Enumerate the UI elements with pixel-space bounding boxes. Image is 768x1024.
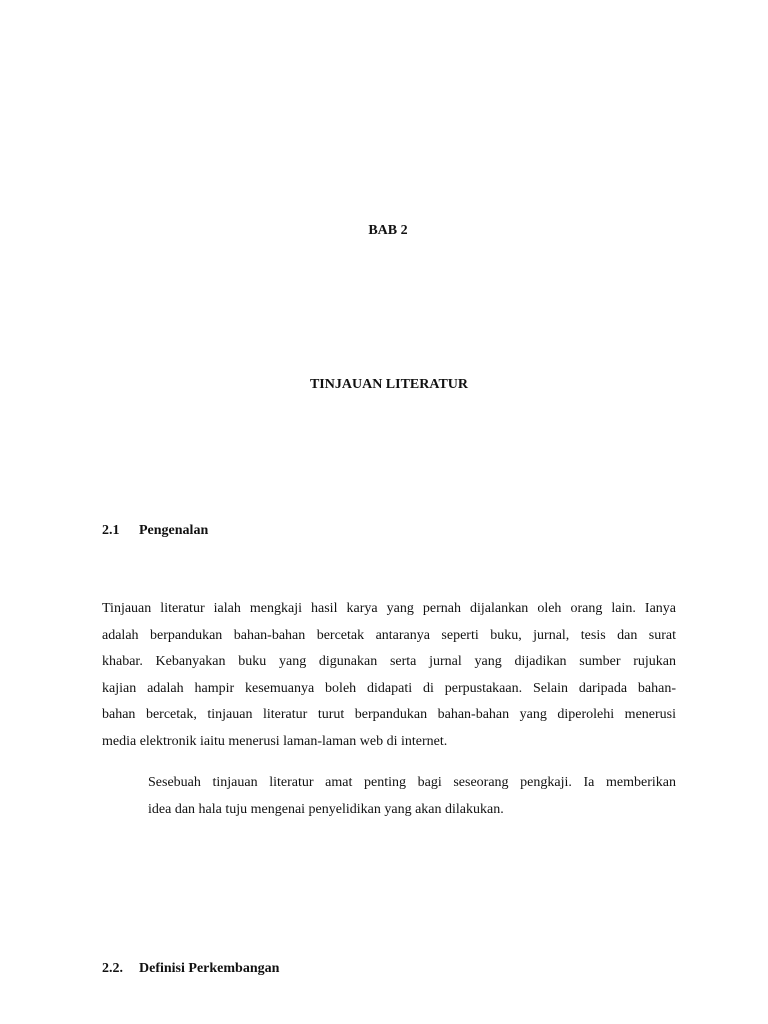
section-heading-pengenalan (102, 522, 208, 540)
paragraph-line: Sesebuah tinjauan literatur amat penting bagi seseorang pengkaji. Ia memberikan (148, 775, 676, 790)
chapter-title: TINJAUAN LITERATUR (309, 377, 469, 392)
section-number: 2.1 (102, 523, 120, 538)
section-title: Definisi Perkembangan (139, 961, 280, 976)
paragraph-importance (102, 770, 676, 823)
paragraph-line: idea dan hala tuju mengenai penyelidikan yang akan dilakukan. (148, 801, 504, 817)
paragraph-line: adalah berpandukan bahan-bahan bercetak antaranya seperti buku, jurnal, tesis dan surat (102, 627, 676, 643)
paragraph-line: khabar. Kebanyakan buku yang digunakan serta jurnal yang dijadikan sumber rujukan (102, 654, 676, 670)
section-title: Pengenalan (139, 523, 209, 538)
paragraph-intro (102, 596, 676, 756)
paragraph-line: media elektronik iaitu menerusi laman-laman web di internet. (102, 733, 448, 749)
paragraph-line: bahan bercetak, tinjauan literatur turut berpandukan bahan-bahan yang diperolehi menerusi (102, 707, 676, 723)
paragraph-line: kajian adalah hampir kesemuanya boleh didapati di perpustakaan. Selain daripada bahan- (102, 680, 676, 696)
section-heading-definisi (102, 960, 279, 978)
section-number: 2.2. (102, 961, 123, 976)
paragraph-line: Tinjauan literatur ialah mengkaji hasil karya yang pernah dijalankan oleh orang lain. Ianya (102, 601, 676, 616)
chapter-number: BAB 2 (368, 223, 408, 238)
